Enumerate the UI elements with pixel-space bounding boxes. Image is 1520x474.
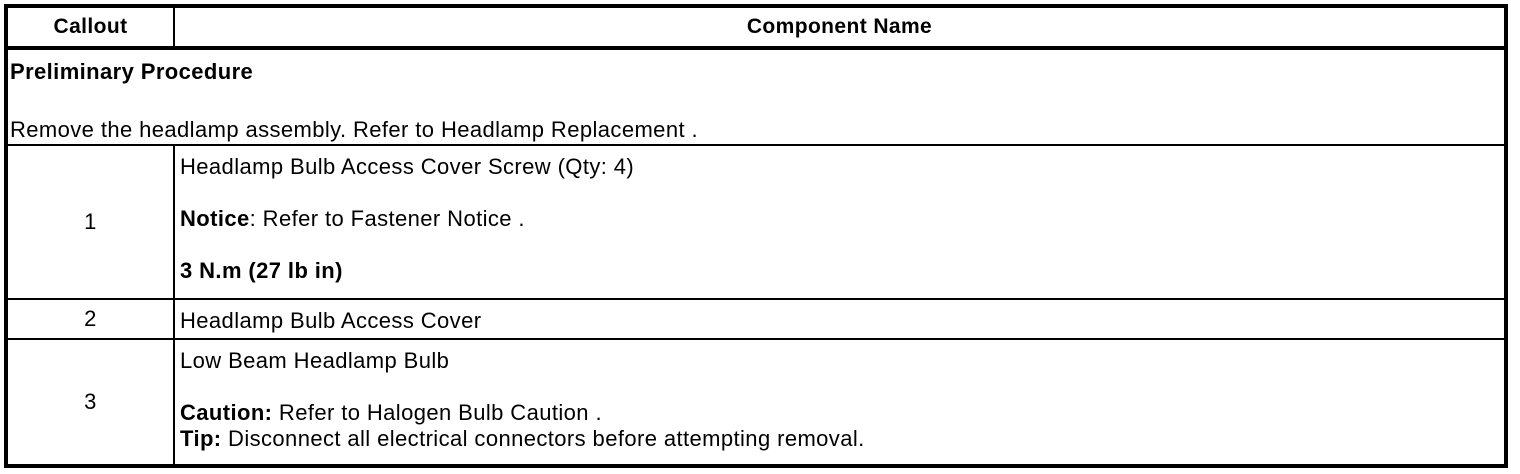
text-segment: Refer to Halogen Bulb Caution . <box>272 400 602 425</box>
component-line <box>180 400 1496 426</box>
component-cell <box>175 340 1504 464</box>
table-row <box>8 340 1504 464</box>
text-segment: Headlamp Bulb Access Cover <box>180 308 482 333</box>
emphasis-text: 3 N.m (27 lb in) <box>180 258 343 283</box>
component-line <box>180 308 1496 334</box>
component-name-column-header: Component Name <box>746 15 933 38</box>
component-line <box>180 154 1496 180</box>
callout-component-table <box>4 4 1508 468</box>
emphasis-text: Notice <box>180 206 250 231</box>
callout-number: 3 <box>8 340 175 464</box>
component-line <box>180 258 1496 284</box>
emphasis-text: Tip: <box>180 426 222 451</box>
component-cell <box>175 146 1504 298</box>
text-segment: Low Beam Headlamp Bulb <box>180 348 450 373</box>
callout-column-header: Callout <box>8 8 175 46</box>
text-segment: Headlamp Bulb Access Cover Screw (Qty: 4) <box>180 154 635 179</box>
component-cell <box>175 300 1504 338</box>
preliminary-procedure-title: Preliminary Procedure <box>10 59 254 84</box>
table-row <box>8 146 1504 300</box>
text-segment: Disconnect all electrical connectors before attempting removal. <box>221 426 865 451</box>
component-line <box>180 348 1496 374</box>
callout-number: 1 <box>8 146 175 298</box>
component-line <box>180 426 1496 452</box>
callout-number: 2 <box>8 300 175 338</box>
preliminary-procedure-instruction: Remove the headlamp assembly. Refer to Headlamp Replacement . <box>10 117 698 142</box>
preliminary-procedure-row <box>8 50 1504 146</box>
emphasis-text: Caution: <box>180 400 273 425</box>
table-header-row <box>8 8 1504 50</box>
text-segment: : Refer to Fastener Notice . <box>249 206 525 231</box>
component-line <box>180 206 1496 232</box>
table-row <box>8 300 1504 340</box>
table-body <box>8 146 1504 464</box>
